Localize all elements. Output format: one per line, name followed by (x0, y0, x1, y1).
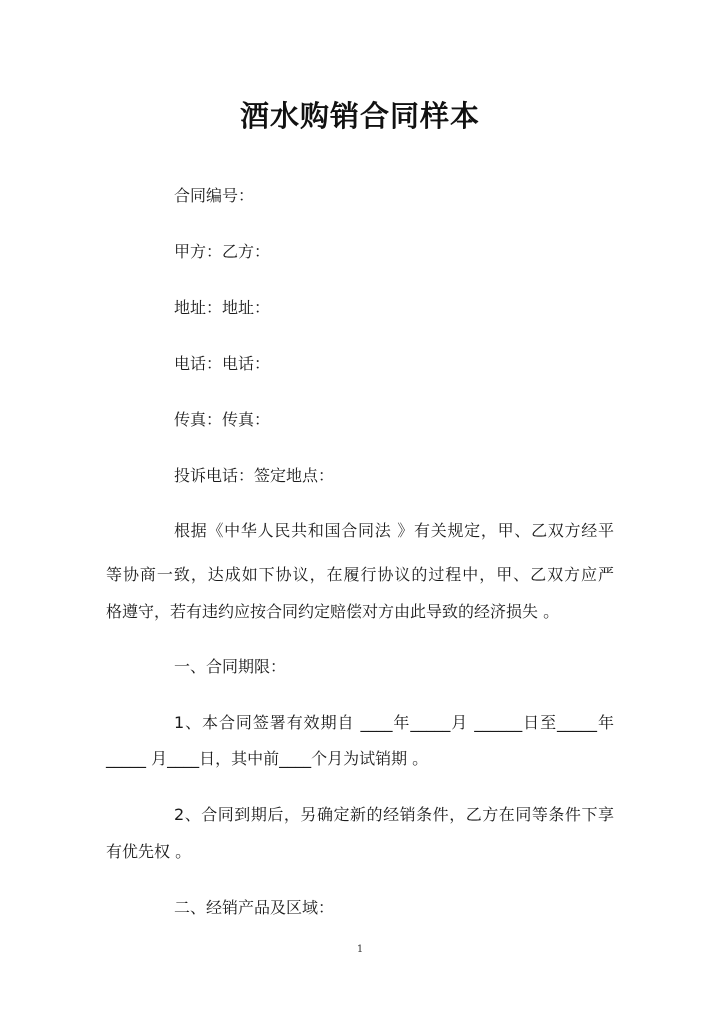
clause-1-2-line-1: 2、合同到期后，另确定新的经销条件，乙方在同等条件下享 (174, 805, 614, 824)
contract-number-field: 合同编号： (174, 186, 255, 205)
page-number: 1 (356, 944, 364, 955)
document-title: 酒水购销合同样本 (239, 99, 480, 133)
section-2-heading: 二、经销产品及区域： (174, 898, 335, 917)
complaint-phone-signing-place-field: 投诉电话：签定地点： (174, 466, 335, 485)
phone-field: 电话：电话： (174, 354, 271, 373)
clause-1-1-line-1: 1、本合同签署有效期自 ____年_____月 ______日至_____年 (174, 713, 614, 732)
clause-1-1-line-2: _____ 月____日，其中前____个月为试销期 。 (106, 749, 429, 768)
preamble-line-3: 格遵守，若有违约应按合同约定赔偿对方由此导致的经济损失 。 (106, 602, 560, 621)
clause-1-2-line-2: 有优先权 。 (106, 842, 192, 861)
party-a-b-field: 甲方：乙方： (174, 242, 271, 261)
address-field: 地址：地址： (174, 298, 271, 317)
section-1-heading: 一、合同期限： (174, 657, 287, 676)
preamble-line-1: 根据《中华人民共和国合同法 》有关规定，甲、乙双方经平 (174, 521, 614, 540)
preamble-line-2: 等协商一致，达成如下协议，在履行协议的过程中，甲、乙双方应严 (106, 565, 614, 584)
fax-field: 传真：传真： (174, 410, 271, 429)
